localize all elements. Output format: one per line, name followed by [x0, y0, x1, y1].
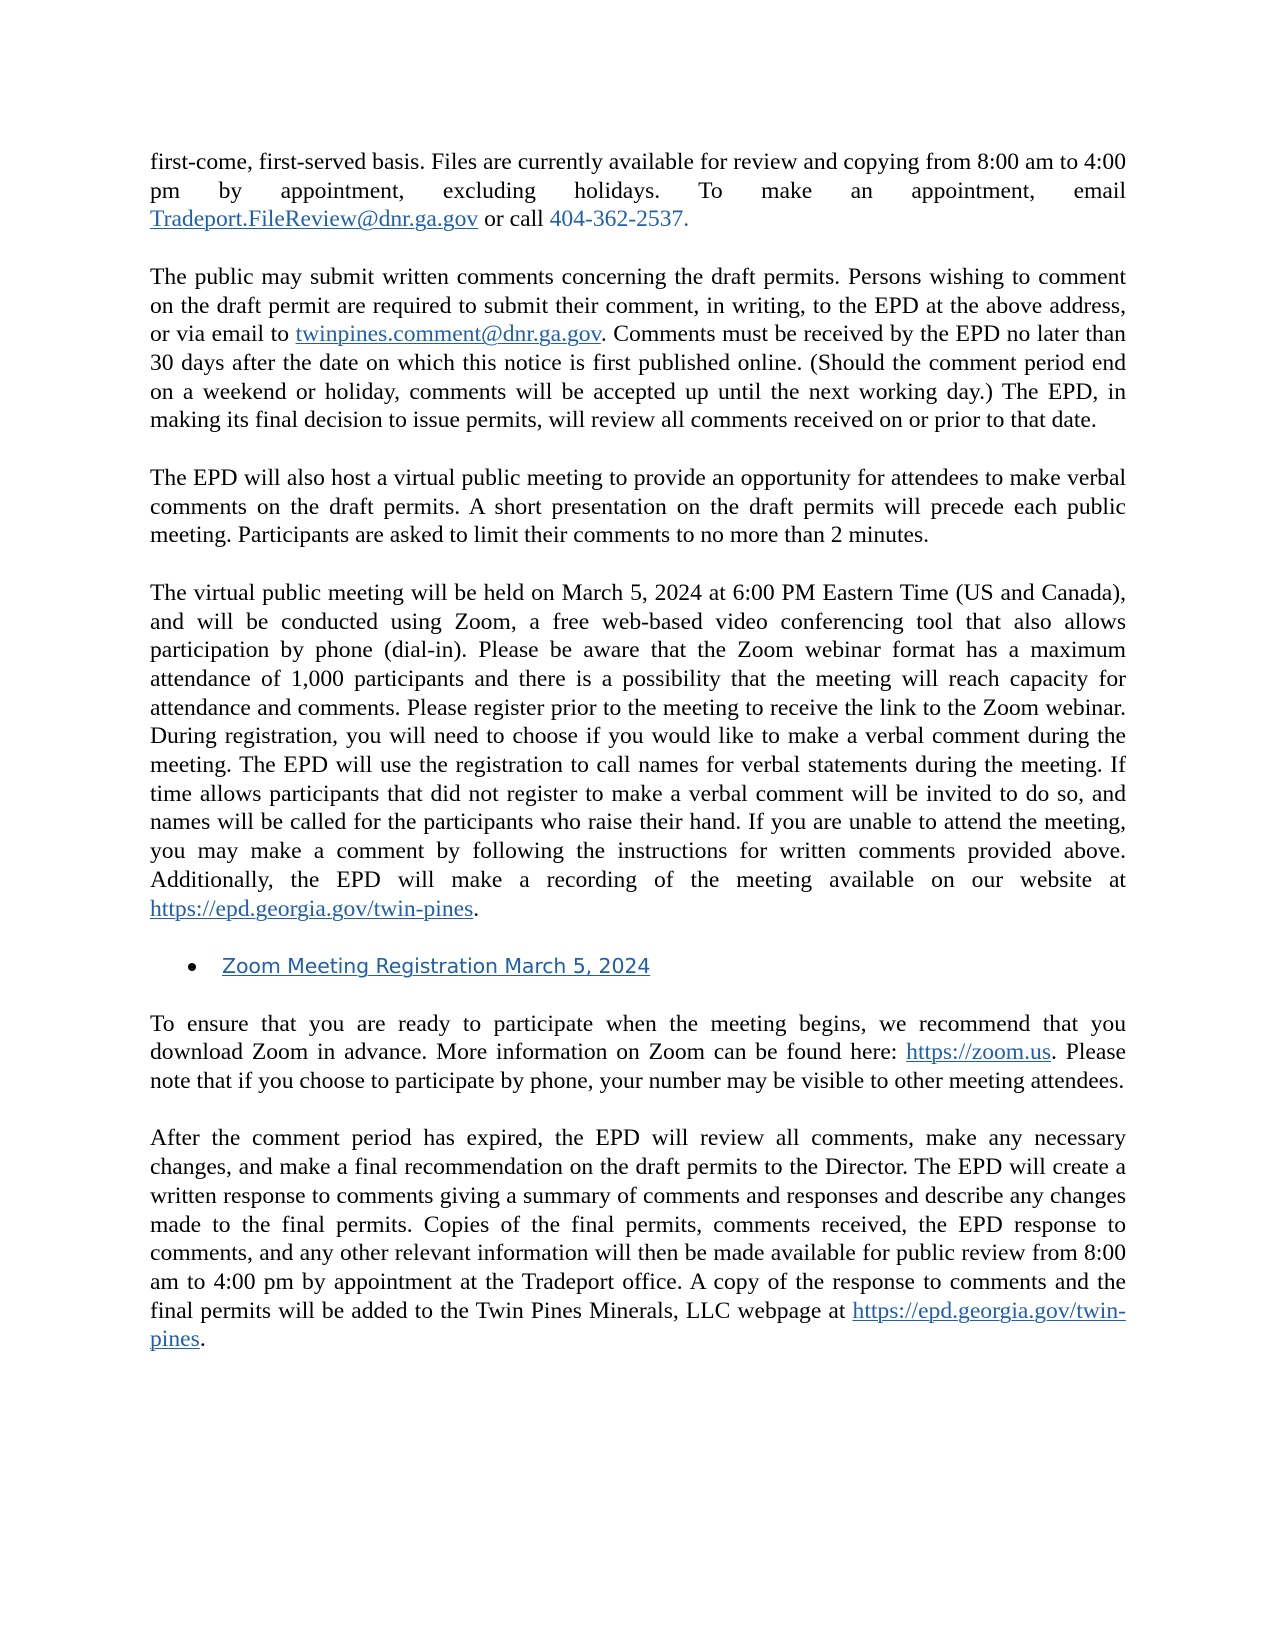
twin-pines-website-link[interactable]: https://epd.georgia.gov/twin-pines: [150, 895, 474, 922]
paragraph-text: To ensure that you are ready to participate when the meeting begins, we recommend that you download Zoom in advance. More information on Zoom can be found here:: [150, 1010, 1126, 1066]
paragraph-text: first-come, first-served basis. Files are currently available for review and copying from 8:00 am to 4:00 pm by appointment, excluding holidays. To make an appointment, email: [150, 149, 1126, 204]
paragraph-text: .: [199, 1326, 206, 1353]
paragraph-text: or call: [478, 206, 550, 233]
paragraph-text: After the comment period has expired, the EPD will review all comments, make any necessary changes, and make a final recommendation on the draft permits to the Director. The EPD will create a written response to comments giving a summary of comments and responses and describe any changes made to the final permits. Copies of the final permits, comments received, the EPD response to comments, and any other relevant information will then be made available for public review from 8:00 am to 4:00 pm by appointment at the Tradeport office. A copy of the response to comments and the final permits will be added to the Twin Pines Minerals, LLC webpage at: [150, 1125, 1126, 1324]
paragraph-text: The virtual public meeting will be held on March 5, 2024 at 6:00 PM Eastern Time (US and Canada), and will be conducted using Zoom, a free web-based video conferencing tool that also allows participation by phone (dial-in). Please be aware that the Zoom webinar format has a maximum attendance of 1,000 participants and there is a possibility that the meeting will reach capacity for attendance and comments. Please register prior to the meeting to receive the link to the Zoom webinar. During registration, you will need to choose if you would like to make a verbal comment during the meeting. The EPD will use the registration to call names for verbal statements during the meeting. If time allows participants that did not register to make a verbal comment will be invited to do so, and names will be called for the participants who raise their hand. If you are unable to attend the meeting, you may make a comment by following the instructions for written comments provided above. Additionally, the EPD will make a recording of the meeting available on our website at: [150, 579, 1126, 893]
paragraph-virtual-meeting: [150, 464, 1126, 550]
comment-email-link[interactable]: twinpines.comment@dnr.ga.gov: [295, 321, 601, 348]
zoom-website-link[interactable]: https://zoom.us: [906, 1039, 1052, 1066]
paragraph-text: .: [473, 895, 480, 922]
twin-pines-webpage-link[interactable]: https://epd.georgia.gov/twin-pines: [150, 1297, 1126, 1353]
paragraph-text: The public may submit written comments concerning the draft permits. Persons wishing to comment on the draft permit are required to submit their comment, in writing, to the EPD at the above address, or via email to: [150, 263, 1126, 348]
zoom-registration-link[interactable]: Zoom Meeting Registration March 5, 2024: [222, 954, 651, 979]
paragraph-meeting-details: [150, 579, 1126, 923]
paragraph-text: The EPD will also host a virtual public meeting to provide an opportunity for attendees to make verbal comments on the draft permits. A short presentation on the draft permits will precede each public meeting. Participants are asked to limit their comments to no more than 2 minutes.: [150, 464, 1126, 549]
paragraph-after-comment-period: [150, 1124, 1126, 1354]
paragraph-file-review: [150, 148, 1126, 234]
document-page: [150, 148, 1126, 1383]
file-review-email-link[interactable]: Tradeport.FileReview@dnr.ga.gov: [150, 206, 479, 233]
phone-number: 404-362-2537.: [549, 206, 690, 233]
paragraph-text: . Please note that if you choose to participate by phone, your number may be visible to other meeting attendees.: [150, 1039, 1127, 1094]
registration-list: [150, 952, 1126, 981]
bullet-icon: [188, 963, 196, 971]
paragraph-zoom-download: [150, 1010, 1126, 1096]
paragraph-text: . Comments must be received by the EPD no later than 30 days after the date on which this notice is first published online. (Should the comment period end on a weekend or holiday, comments will be accepted up until the next working day.) The EPD, in making its final decision to issue permits, will review all comments received on or prior to that date.: [150, 321, 1126, 434]
list-item: [182, 952, 1126, 981]
paragraph-written-comments: [150, 263, 1126, 435]
